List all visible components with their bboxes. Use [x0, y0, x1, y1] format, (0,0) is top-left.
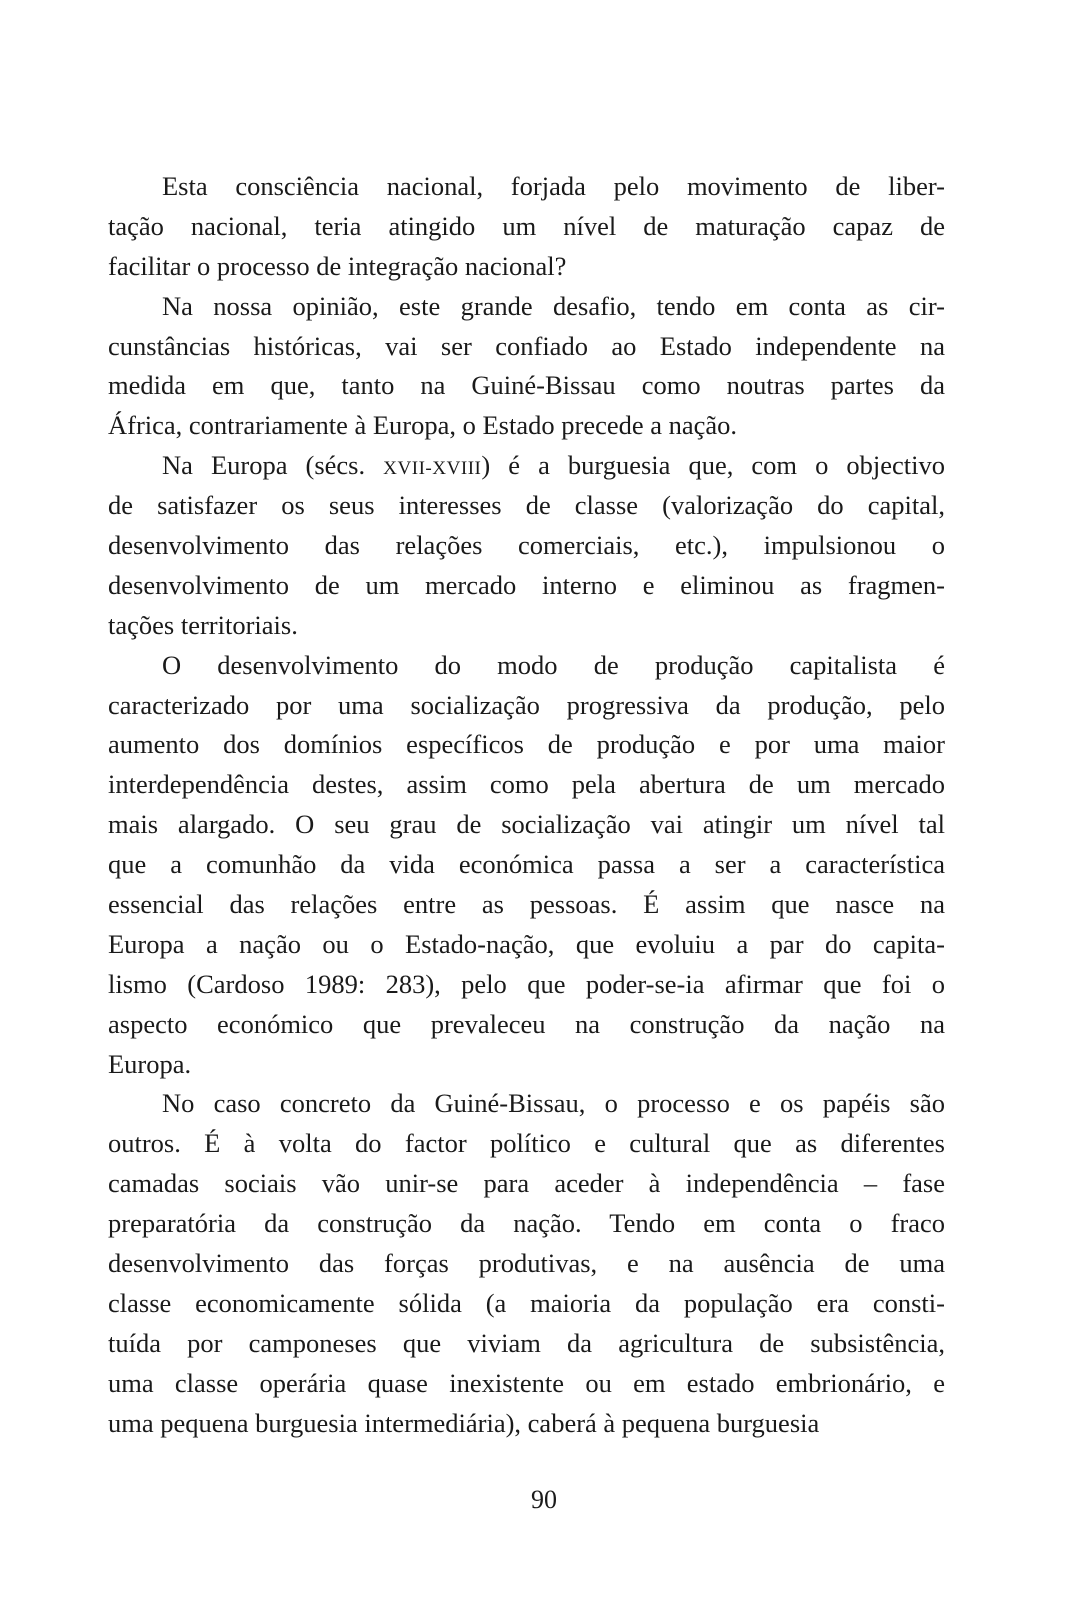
text-segment: ) é a burguesia que, com o objectivo [481, 450, 945, 481]
text-line: que a comunhão da vida económica passa a ser a característica [108, 849, 945, 880]
text-line: tação nacional, teria atingido um nível de maturação capaz de [108, 210, 945, 241]
text-line: medida em que, tanto na Guiné-Bissau como noutras partes da [108, 370, 945, 401]
small-caps-text: XVII-XVIII [383, 458, 482, 480]
text-line: Na nossa opinião, este grande desafio, tendo em conta as cir- [162, 290, 945, 321]
text-segment: Na Europa (sécs. [162, 450, 384, 481]
text-line: aspecto económico que prevaleceu na construção da nação na [108, 1008, 945, 1039]
text-line: uma pequena burguesia intermediária), caberá à pequena burguesia [108, 1407, 820, 1438]
text-line: mais alargado. O seu grau de socialização vai atingir um nível tal [108, 809, 945, 840]
text-line: Europa. [108, 1048, 192, 1079]
text-line: classe economicamente sólida (a maioria da população era consti- [108, 1287, 945, 1318]
text-line: aumento dos domínios específicos de produção e por uma maior [108, 729, 945, 760]
text-line: outros. É à volta do factor político e cultural que as diferentes [108, 1128, 945, 1159]
text-line: Esta consciência nacional, forjada pelo movimento de liber- [162, 171, 945, 201]
text-line: facilitar o processo de integração nacional? [108, 250, 567, 281]
text-line: cunstâncias históricas, vai ser confiado ao Estado independente na [108, 330, 945, 361]
text-line: No caso concreto da Guiné-Bissau, o processo e os papéis são [162, 1088, 945, 1119]
text-line: tações territoriais. [108, 609, 298, 640]
text-line: camadas sociais vão unir-se para aceder à independência – fase [108, 1168, 945, 1199]
text-line: uma classe operária quase inexistente ou em estado embrionário, e [108, 1367, 945, 1398]
text-line: tuída por camponeses que viviam da agricultura de subsistência, [108, 1327, 945, 1358]
text-line: preparatória da construção da nação. Tendo em conta o fraco [108, 1208, 945, 1239]
text-line: caracterizado por uma socialização progressiva da produção, pelo [108, 689, 945, 720]
text-line: África, contrariamente à Europa, o Estado precede a nação. [108, 410, 738, 441]
page-number: 90 [531, 1485, 557, 1514]
text-line: O desenvolvimento do modo de produção capitalista é [162, 649, 945, 680]
text-line: interdependência destes, assim como pela abertura de um mercado [108, 769, 945, 800]
paragraph [108, 287, 945, 447]
text-line: lismo (Cardoso 1989: 283), pelo que poder-se-ia afirmar que foi o [108, 968, 945, 999]
text-line: desenvolvimento das forças produtivas, e na ausência de uma [108, 1248, 945, 1279]
text-line: desenvolvimento de um mercado interno e eliminou as fragmen- [108, 569, 945, 600]
paragraph [108, 1084, 945, 1443]
paragraph [108, 646, 945, 1085]
text-line: Europa a nação ou o Estado-nação, que evoluiu a par do capita- [108, 928, 945, 959]
text-line [108, 446, 945, 486]
body-text [108, 167, 945, 1444]
paragraph [108, 446, 945, 645]
text-line: de satisfazer os seus interesses de classe (valorização do capital, [108, 490, 945, 521]
text-line: essencial das relações entre as pessoas. É assim que nasce na [108, 889, 945, 920]
text-line: desenvolvimento das relações comerciais, etc.), impulsionou o [108, 530, 945, 561]
paragraph [108, 167, 945, 287]
